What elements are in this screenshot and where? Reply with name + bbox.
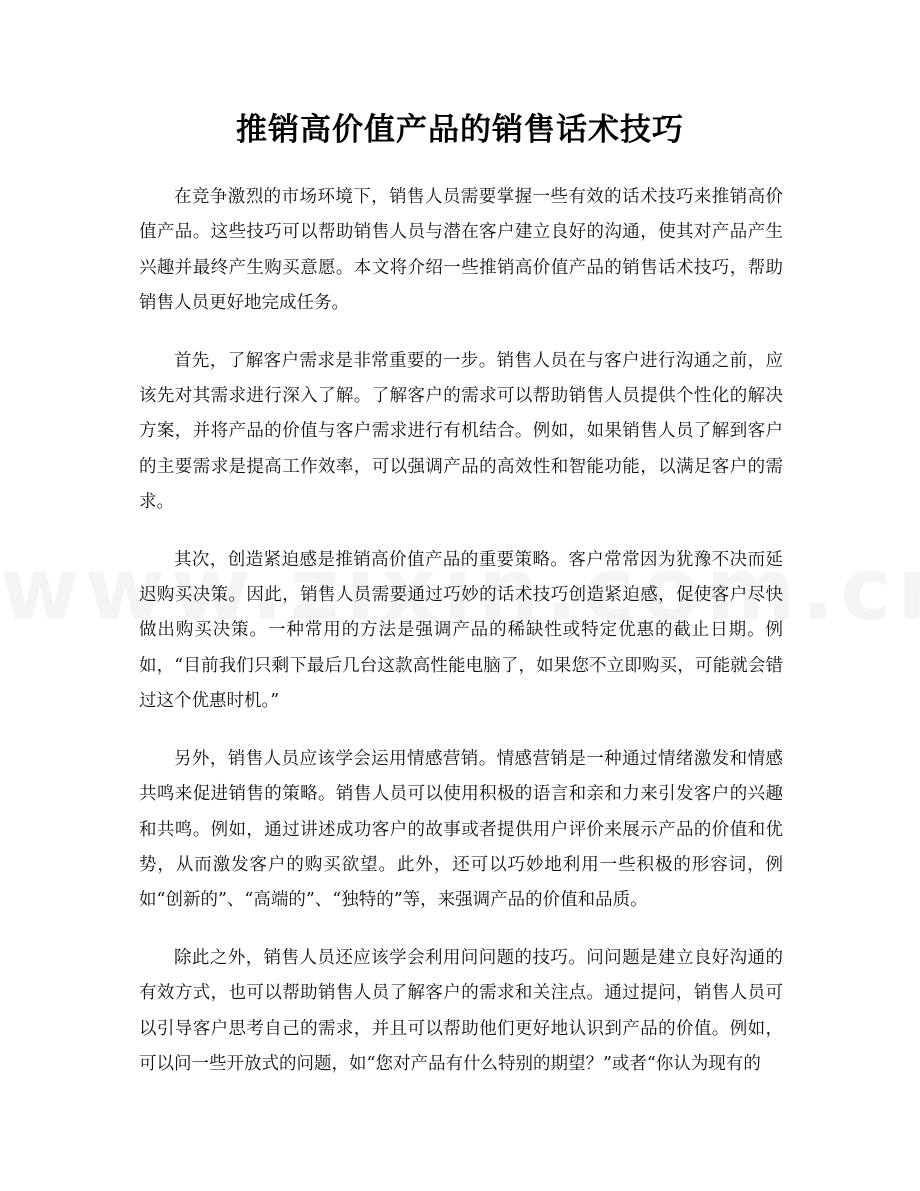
document-body	[139, 180, 783, 1104]
paragraph-emotional-marketing: 另外，销售人员应该学会运用情感营销。情感营销是一种通过情绪激发和情感共鸣来促进销售的策略。销售人员可以使用积极的语言和亲和力来引发客户的兴趣和共鸣。例如，通过讲述成功客户的故事或者提供用户评价来展示产品的价值和优势，从而激发客户的购买欲望。此外，还可以巧妙地利用一些积极的形容词，例如“创新的”、“高端的”、“独特的”等，来强调产品的价值和品质。	[139, 748, 783, 911]
paragraph-understand-needs: 首先，了解客户需求是非常重要的一步。销售人员在与客户进行沟通之前，应该先对其需求进行深入了解。了解客户的需求可以帮助销售人员提供个性化的解决方案，并将产品的价值与客户需求进行有机结合。例如，如果销售人员了解到客户的主要需求是提高工作效率，可以强调产品的高效性和智能功能，以满足客户的需求。	[139, 350, 783, 513]
document-title: 推销高价值产品的销售话术技巧	[236, 112, 684, 148]
paragraph-intro: 在竞争激烈的市场环境下，销售人员需要掌握一些有效的话术技巧来推销高价值产品。这些技巧可以帮助销售人员与潜在客户建立良好的沟通，使其对产品产生兴趣并最终产生购买意愿。本文将介绍一些推销高价值产品的销售话术技巧，帮助销售人员更好地完成任务。	[139, 187, 783, 314]
paragraph-urgency: 其次，创造紧迫感是推销高价值产品的重要策略。客户常常因为犹豫不决而延迟购买决策。因此，销售人员需要通过巧妙的话术技巧创造紧迫感，促使客户尽快做出购买决策。一种常用的方法是强调产品的稀缺性或特定优惠的截止日期。例如，“目前我们只剩下最后几台这款高性能电脑了，如果您不立即购买，可能就会错过这个优惠时机。”	[139, 549, 783, 712]
paragraph-asking-questions: 除此之外，销售人员还应该学会利用问问题的技巧。问问题是建立良好沟通的有效方式，也可以帮助销售人员了解客户的需求和关注点。通过提问，销售人员可以引导客户思考自己的需求，并且可以帮助他们更好地认识到产品的价值。例如，可以问一些开放式的问题，如“您对产品有什么特别的期望？”或者“你认为现有的	[139, 947, 783, 1074]
